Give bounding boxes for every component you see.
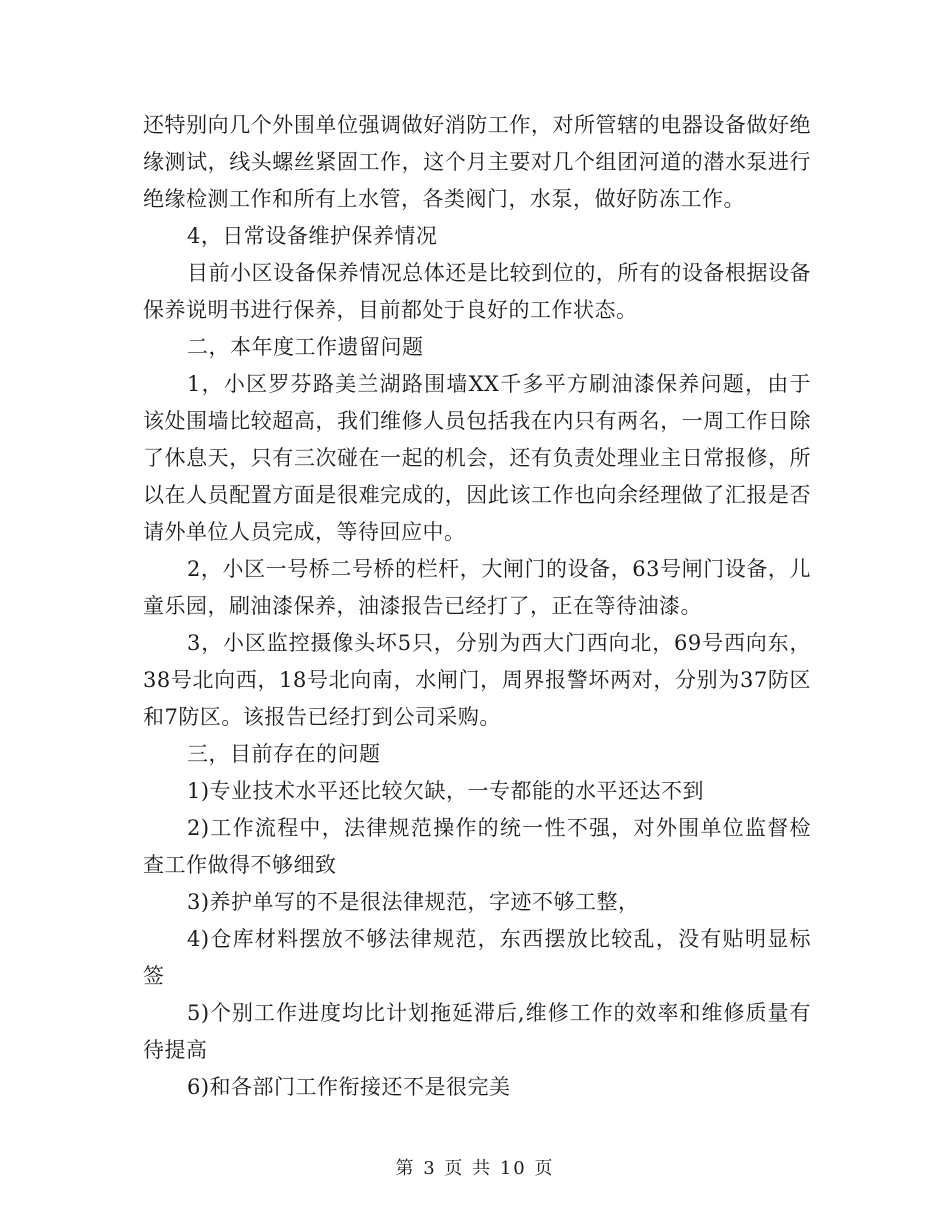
heading-equipment-maintenance: 4，日常设备维护保养情况 [187,224,438,248]
paragraph-maintenance-status: 目前小区设备保养情况总体还是比较到位的，所有的设备根据设备保养说明书进行保养，目前都处于良好的工作状态。 [143,261,811,322]
list-item-problem-3: 3)养护单写的不是很法律规范，字迹不够工整， [187,890,640,914]
list-item-problem-1: 1)专业技术水平还比较欠缺，一专都能的水平还达不到 [187,779,705,803]
page-number-footer: 第 3 页 共 10 页 [395,1158,555,1179]
heading-outstanding-issues: 二，本年度工作遗留问题 [187,335,424,359]
list-item-problem-4: 4)仓库材料摆放不够法律规范，东西摆放比较乱，没有贴明显标签 [143,927,811,988]
paragraph-issue-2: 2，小区一号桥二号桥的栏杆，大闸门的设备，63号闸门设备，儿童乐园，刷油漆保养，油漆报告已经打了，正在等待油漆。 [143,557,811,618]
list-item-problem-5: 5)个别工作进度均比计划拖延滞后,维修工作的效率和维修质量有待提高 [143,1001,811,1062]
list-item-problem-2: 2)工作流程中，法律规范操作的统一性不强，对外围单位监督检查工作做得不够细致 [143,816,811,877]
paragraph-issue-1: 1，小区罗芬路美兰湖路围墙XX千多平方刷油漆保养问题，由于该处围墙比较超高，我们维修人员包括我在内只有两名，一周工作日除了休息天，只有三次碰在一起的机会，还有负责处理业主日常报修，所以在人员配置方面是很难完成的，因此该工作也向余经理做了汇报是否请外单位人员完成，等待回应中。 [143,372,811,544]
paragraph-fire-safety: 还特别向几个外围单位强调做好消防工作，对所管辖的电器设备做好绝缘测试，线头螺丝紧固工作，这个月主要对几个组团河道的潜水泵进行绝缘检测工作和所有上水管，各类阀门，水泵，做好防冻工作。 [143,113,811,211]
document-body [143,107,811,1106]
list-item-problem-6: 6)和各部门工作衔接还不是很完美 [187,1075,511,1099]
heading-current-problems: 三，目前存在的问题 [187,742,381,766]
paragraph-issue-3: 3，小区监控摄像头坏5只，分别为西大门西向北，69号西向东，38号北向西，18号北向南，水闸门，周界报警坏两对，分别为37防区和7防区。该报告已经打到公司采购。 [143,631,811,729]
